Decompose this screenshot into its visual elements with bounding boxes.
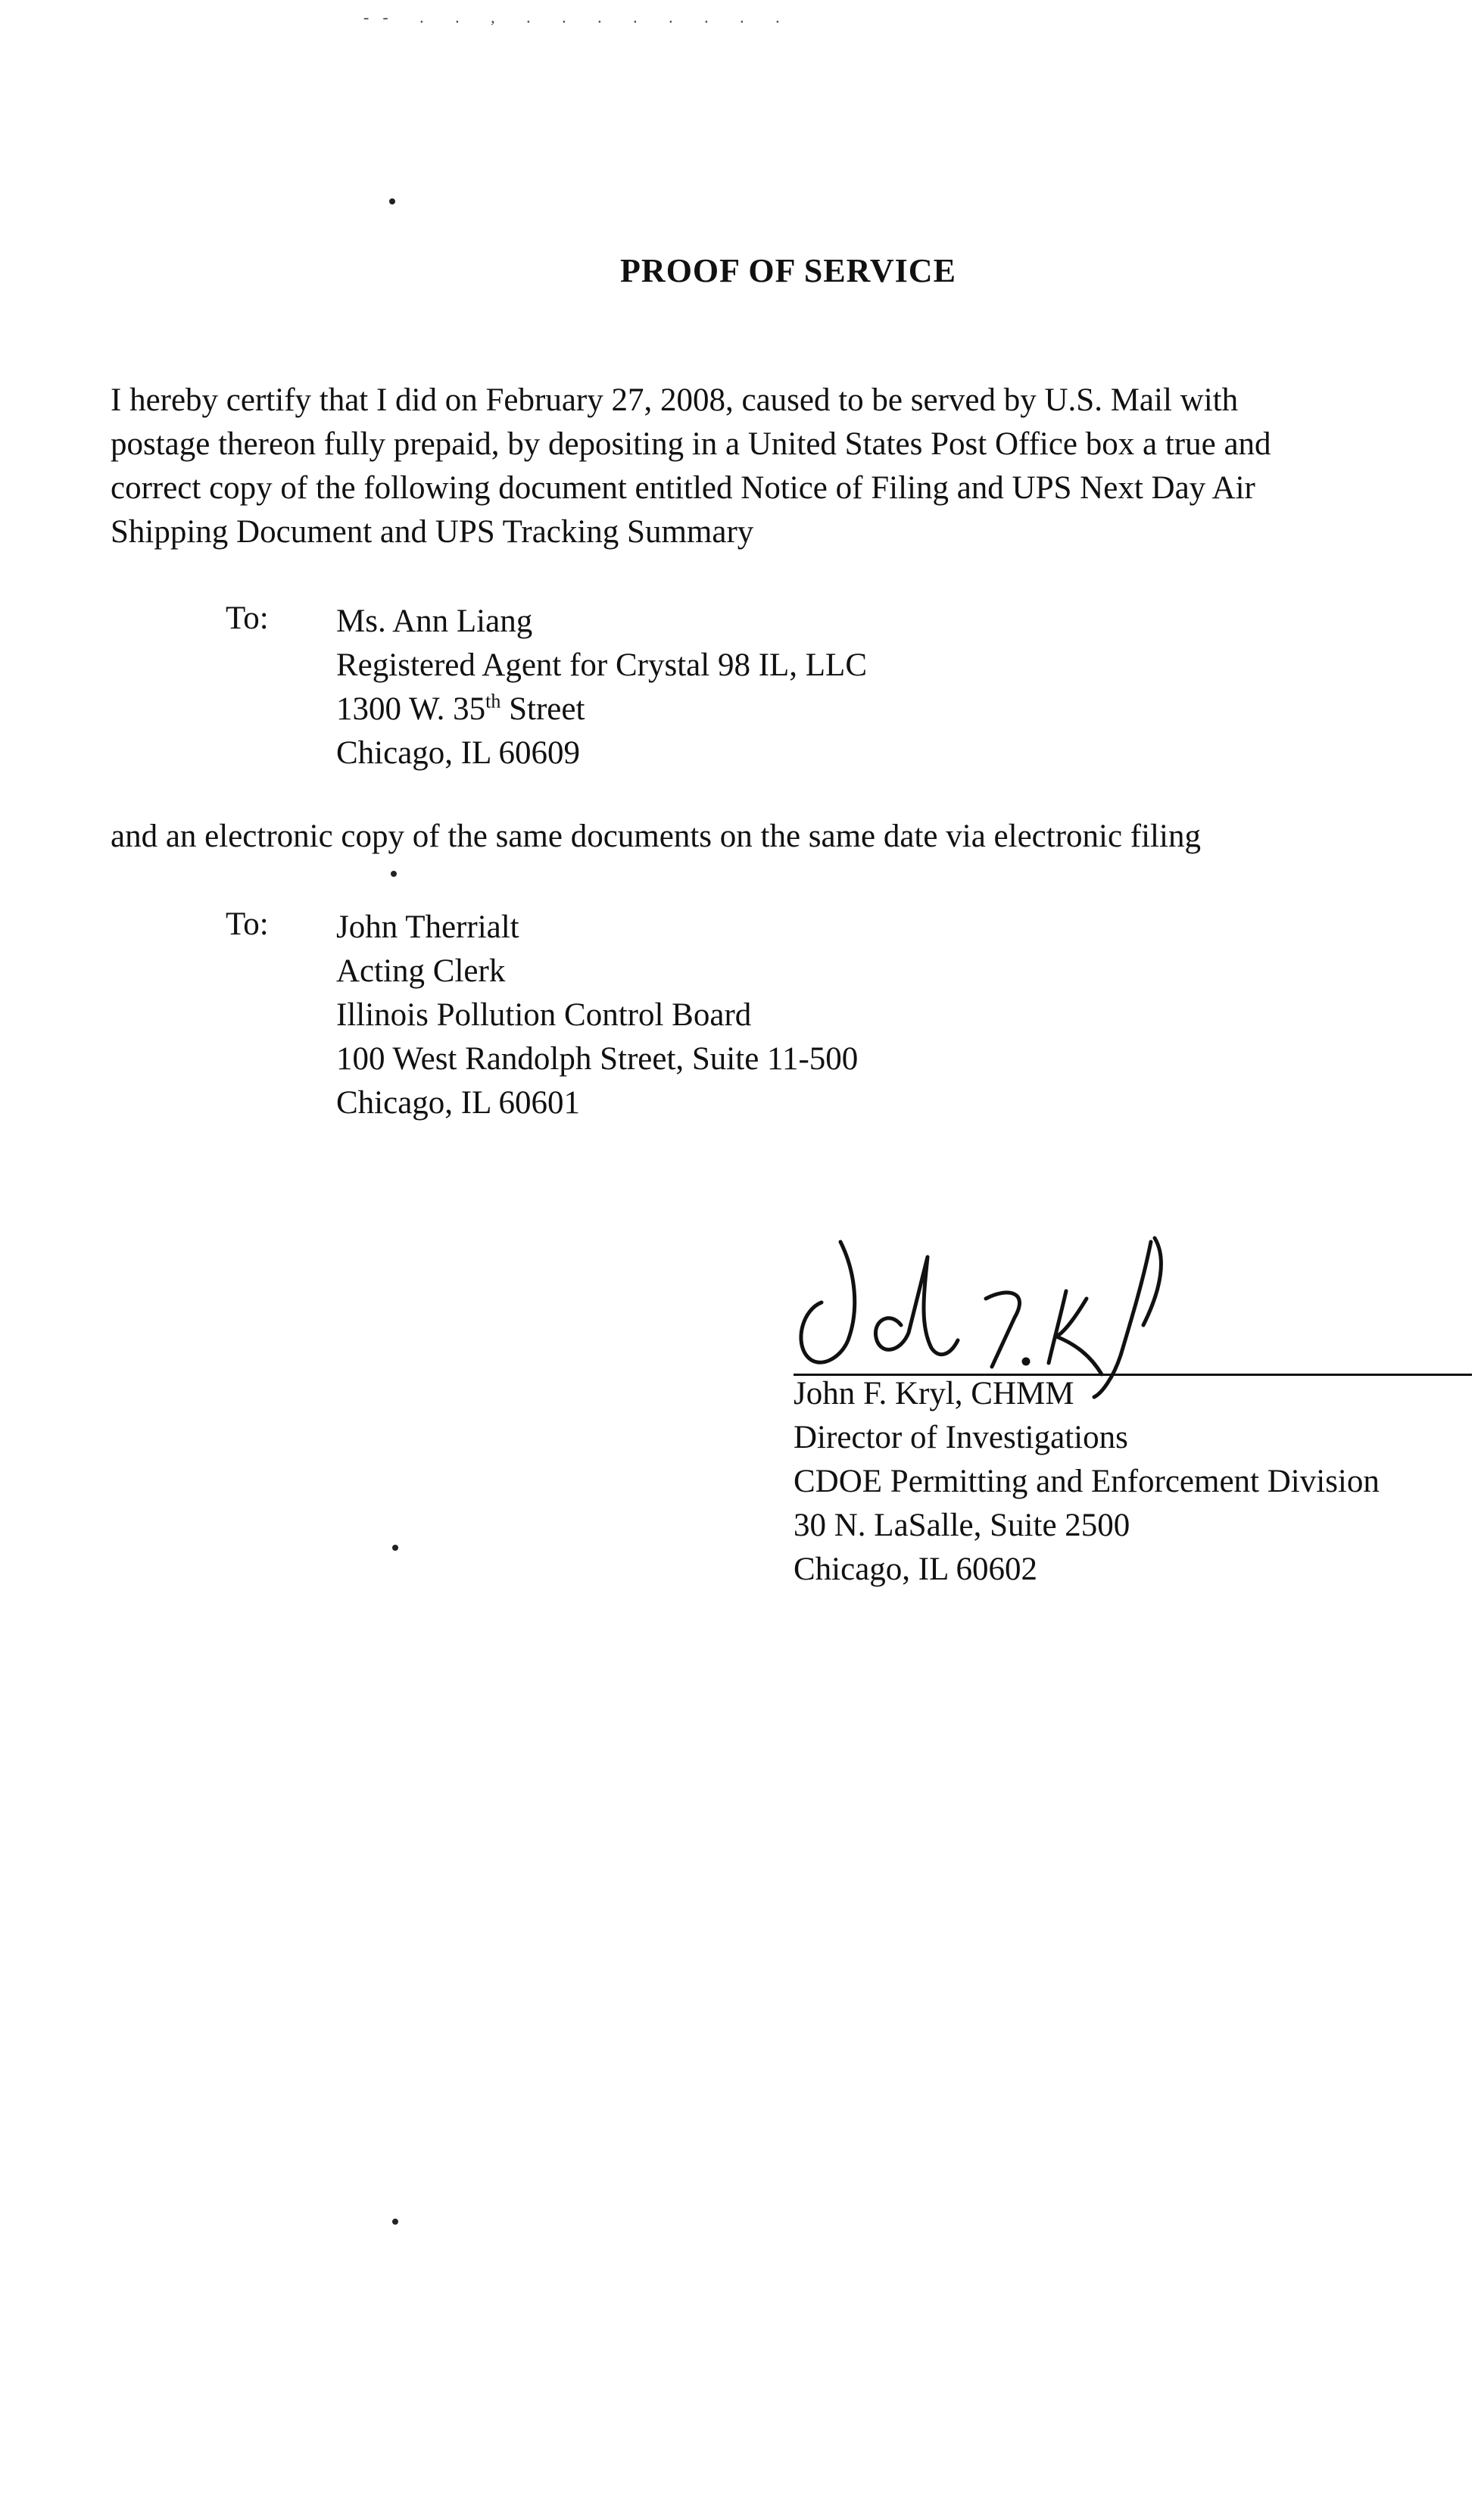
recipient-2-role: Acting Clerk: [336, 953, 506, 989]
street-number: 1300 W. 35: [336, 691, 486, 727]
recipient-2-org: Illinois Pollution Control Board: [336, 997, 752, 1033]
street-name: Street: [500, 691, 585, 727]
document-title: PROOF OF SERVICE: [620, 252, 956, 289]
recipient-1-to-label: To:: [226, 600, 269, 636]
signer-division: CDOE Permitting and Enforcement Division: [794, 1464, 1380, 1499]
signer-city: Chicago, IL 60602: [794, 1552, 1038, 1587]
certification-line: postage thereon fully prepaid, by depositing in a United States Post Office box a true and: [111, 426, 1271, 462]
recipient-1-street: [336, 688, 867, 731]
signer-street: 30 N. LaSalle, Suite 2500: [794, 1508, 1130, 1543]
signer-title: Director of Investigations: [794, 1420, 1128, 1455]
recipient-1-address: [336, 600, 867, 775]
recipient-2-city: Chicago, IL 60601: [336, 1085, 581, 1121]
scan-speck: [391, 871, 397, 877]
recipient-1-role: Registered Agent for Crystal 98 IL, LLC: [336, 647, 867, 683]
recipient-2-to-label: To:: [226, 906, 269, 942]
recipient-2-address: [336, 906, 858, 1125]
signer-name: John F. Kryl, CHMM: [794, 1376, 1074, 1411]
recipient-1-name: Ms. Ann Liang: [336, 603, 533, 639]
scan-artifact-text: -- . . , . . . . . . . .: [363, 8, 794, 27]
scan-speck: [392, 2219, 398, 2225]
certification-line: correct copy of the following document entitled Notice of Filing and UPS Next Day Air: [111, 470, 1255, 506]
recipient-2-street: 100 West Randolph Street, Suite 11-500: [336, 1041, 859, 1077]
recipient-1-city: Chicago, IL 60609: [336, 735, 581, 771]
certification-paragraph: [111, 379, 1473, 554]
scan-speck: [392, 1545, 398, 1551]
signer-block: [794, 1372, 1380, 1592]
certification-line: Shipping Document and UPS Tracking Summary: [111, 514, 754, 550]
scan-speck: [389, 198, 395, 204]
recipient-2-name: John Therrialt: [336, 909, 519, 945]
certification-line: I hereby certify that I did on February 27, 2008, caused to be served by U.S. Mail with: [111, 382, 1239, 418]
street-ordinal-suffix: th: [485, 690, 501, 713]
electronic-copy-note: and an electronic copy of the same documents on the same date via electronic filing: [111, 819, 1201, 854]
